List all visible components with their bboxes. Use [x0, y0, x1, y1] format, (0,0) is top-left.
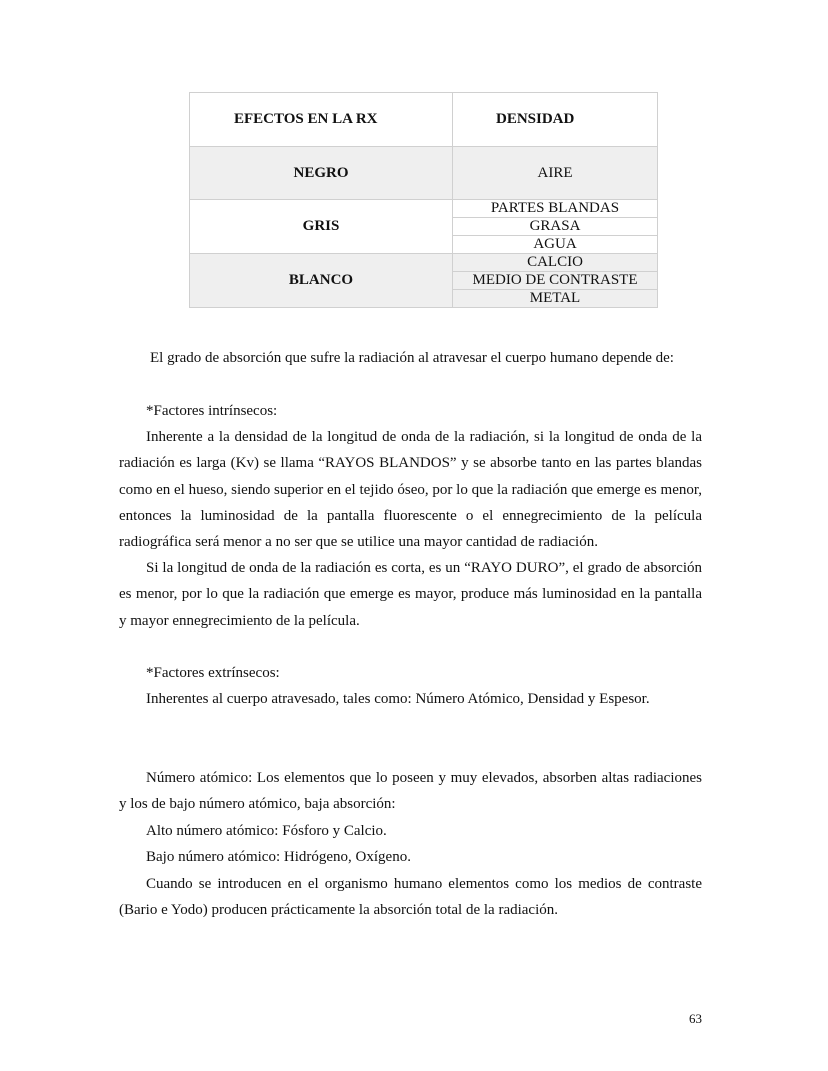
atomic-paragraph: Número atómico: Los elementos que lo poseen y muy elevados, absorben altas radiaciones y los de bajo número atómico, baja absorción:: [119, 770, 702, 813]
density-item: GRASA: [453, 217, 657, 235]
page-number: 63: [689, 1011, 702, 1026]
density-aire: AIRE: [453, 147, 658, 200]
extrinsic-paragraph: Inherentes al cuerpo atravesado, tales como: Número Atómico, Densidad y Espesor.: [146, 691, 650, 707]
density-list-gris: [453, 200, 658, 254]
contrast-paragraph: Cuando se introducen en el organismo humano elementos como los medios de contraste (Bario e Yodo) producen prácticamente la absorción total de la radiación.: [119, 876, 702, 919]
intrinsic-paragraph-1: Inherente a la densidad de la longitud de onda de la radiación, si la longitud de onda de la radiación es larga (Kv) se llama “RAYOS BLANDOS” y se absorbe tanto en las partes blandas como en el hueso, siendo superior en el tejido óseo, por lo que la radiación que emerge es menor, entonces la luminosidad de la pantalla fluorescente o el ennegrecimiento de la película radiográfica será menor a no ser que se utilice una mayor cantidad de radiación.: [119, 429, 702, 551]
intrinsic-heading: *Factores intrínsecos:: [146, 403, 278, 419]
table-row-negro: [190, 147, 658, 200]
atomic-low-line: Bajo número atómico: Hidrógeno, Oxígeno.: [146, 849, 411, 865]
effect-blanco: BLANCO: [190, 254, 453, 308]
table-row-blanco: [190, 254, 658, 308]
intrinsic-paragraph-2: Si la longitud de onda de la radiación es corta, es un “RAYO DURO”, el grado de absorción es menor, por lo que la radiación que emerge es mayor, produce más luminosidad en la pantalla y mayor ennegrecimiento de la película.: [119, 560, 702, 629]
density-item: CALCIO: [527, 254, 583, 270]
intro-paragraph: El grado de absorción que sufre la radiación al atravesar el cuerpo humano depende de:: [150, 350, 674, 366]
table-header-row: [190, 93, 658, 147]
extrinsic-heading: *Factores extrínsecos:: [146, 665, 280, 681]
effect-negro: NEGRO: [190, 147, 453, 200]
density-list-blanco: [453, 254, 658, 308]
density-item: METAL: [453, 289, 657, 307]
effect-gris: GRIS: [190, 200, 453, 254]
header-effects: EFECTOS EN LA RX: [190, 93, 453, 147]
density-item: AGUA: [453, 235, 657, 253]
table-row-gris: [190, 200, 658, 254]
density-item: PARTES BLANDAS: [490, 200, 620, 216]
density-table: [189, 92, 658, 308]
density-item: MEDIO DE CONTRASTE: [453, 271, 657, 289]
header-density: DENSIDAD: [453, 93, 658, 147]
atomic-high-line: Alto número atómico: Fósforo y Calcio.: [146, 823, 387, 839]
